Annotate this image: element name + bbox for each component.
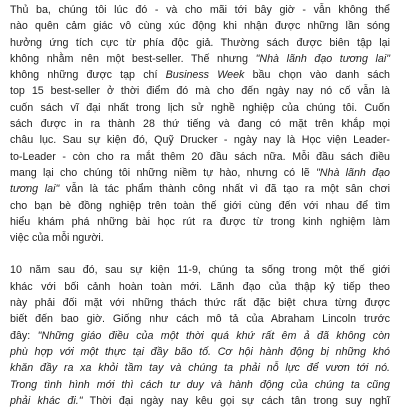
text-line — [10, 100, 390, 116]
text-segment: hiểu khám phá những bài học rút ra được từ trong kinh nghiệm làm — [10, 215, 390, 228]
text-line — [10, 360, 390, 376]
text-segment: sách được in ra thành 28 thứ tiếng và đang có mặt trên khắp mọi — [10, 118, 390, 131]
text-segment: to-Leader - còn cho ra mắt thêm 20 đầu sách nữa. Mỗi đầu sách điều — [10, 150, 390, 163]
paragraph-2 — [10, 262, 390, 409]
text-line — [10, 51, 390, 67]
italic-text: phù hợp với một thực tại đầy bão tố. Cơ hội hành động bị những khó — [10, 345, 390, 358]
text-line — [10, 132, 390, 148]
text-line — [10, 377, 390, 393]
text-line — [10, 279, 390, 295]
italic-text: "Nhà lãnh đạo — [315, 166, 390, 179]
text-line — [10, 295, 390, 311]
text-segment: đây: — [10, 329, 38, 342]
text-line — [10, 214, 390, 230]
italic-text: "Nhà lãnh đạo tương lai" — [255, 52, 390, 65]
text-line — [10, 2, 390, 18]
italic-text: Business Week — [165, 69, 245, 82]
text-line — [10, 328, 390, 344]
text-segment: vẫn là tác phẩm thành công nhất vì đã tạo ra một sân chơi — [59, 183, 390, 196]
text-line — [10, 83, 390, 99]
text-line — [10, 149, 390, 165]
italic-text: khăn đầy ra xa khỏi tầm tay và chúng ta phải nỗ lực để vươn tới nó. — [10, 362, 390, 375]
text-segment: 10 năm sau đó, sau sự kiện 11-9, chúng ta sống trong một thế giới — [10, 264, 390, 277]
text-segment: Thủ ba, chúng tôi lúc đó - và cho mãi tới bây giờ - vẫn không thể — [10, 4, 390, 16]
text-segment: không những được tạp chí — [10, 69, 166, 82]
text-segment: hưởng ứng tích cực từ phía độc giả. Thường sách được biên tập lại — [10, 36, 390, 49]
text-segment: top 15 best-seller ở thời điểm đó mà cho đến ngày nay nó cố vẫn là — [10, 85, 390, 98]
text-line — [10, 344, 390, 360]
italic-text: phải khác đi." — [10, 394, 83, 407]
text-line — [10, 181, 390, 197]
text-segment: này phải đối mặt với những thách thức rất đặc biệt chưa từng được — [10, 297, 390, 310]
text-segment: khác với bối cảnh hoàn toàn mới. Lãnh đạo của thập kỷ tiếp theo — [10, 280, 390, 293]
text-segment: cuốn sách vĩ đại nhất trong lịch sử nghề nghiệp của chúng tôi. Cuốn — [10, 101, 390, 114]
text-segment: biết đến bao giờ. Giống như cách mô tả của Abraham Lincoln trước — [10, 313, 390, 326]
text-line — [10, 393, 390, 409]
text-line — [10, 35, 390, 51]
text-segment: không nhằm nên một best-seller. Thế nhưng — [10, 52, 256, 65]
text-line — [10, 198, 390, 214]
italic-text: "Những giáo điều của một thời quá khứ rất êm ả đã không còn — [37, 329, 391, 342]
text-segment: việc của mỗi người. — [10, 232, 104, 245]
text-line — [10, 165, 390, 181]
text-segment: nào quên cảm giác vô cùng xúc động khi nhận được những lần sóng — [10, 20, 390, 33]
text-line — [10, 262, 390, 278]
paragraph-gap — [10, 246, 390, 262]
text-segment: châu lục. Sau sự kiện đó, Quỹ Drucker - ngày nay là Học viện Leader- — [10, 134, 390, 147]
paragraph-1 — [10, 2, 390, 246]
text-line — [10, 311, 390, 327]
text-segment: Thời đại ngày nay kêu gọi sự cách tân trong suy nghĩ — [82, 394, 390, 407]
text-line — [10, 116, 390, 132]
text-segment: bầu chọn vào danh sách — [244, 69, 390, 82]
text-segment: cho bạn bè đồng nghiệp trên toàn thế giới cùng đến với nhau để tìm — [10, 199, 390, 212]
text-line — [10, 18, 390, 34]
italic-text: tương lai" — [10, 183, 60, 196]
text-line — [10, 230, 390, 246]
text-segment: mang lại cho chúng tôi những niềm tự hào, nhưng có lẽ — [10, 166, 316, 179]
italic-text: Trong tình hình mới thì cách tư duy và hành động của chúng ta cũng — [10, 378, 390, 391]
text-line — [10, 67, 390, 83]
